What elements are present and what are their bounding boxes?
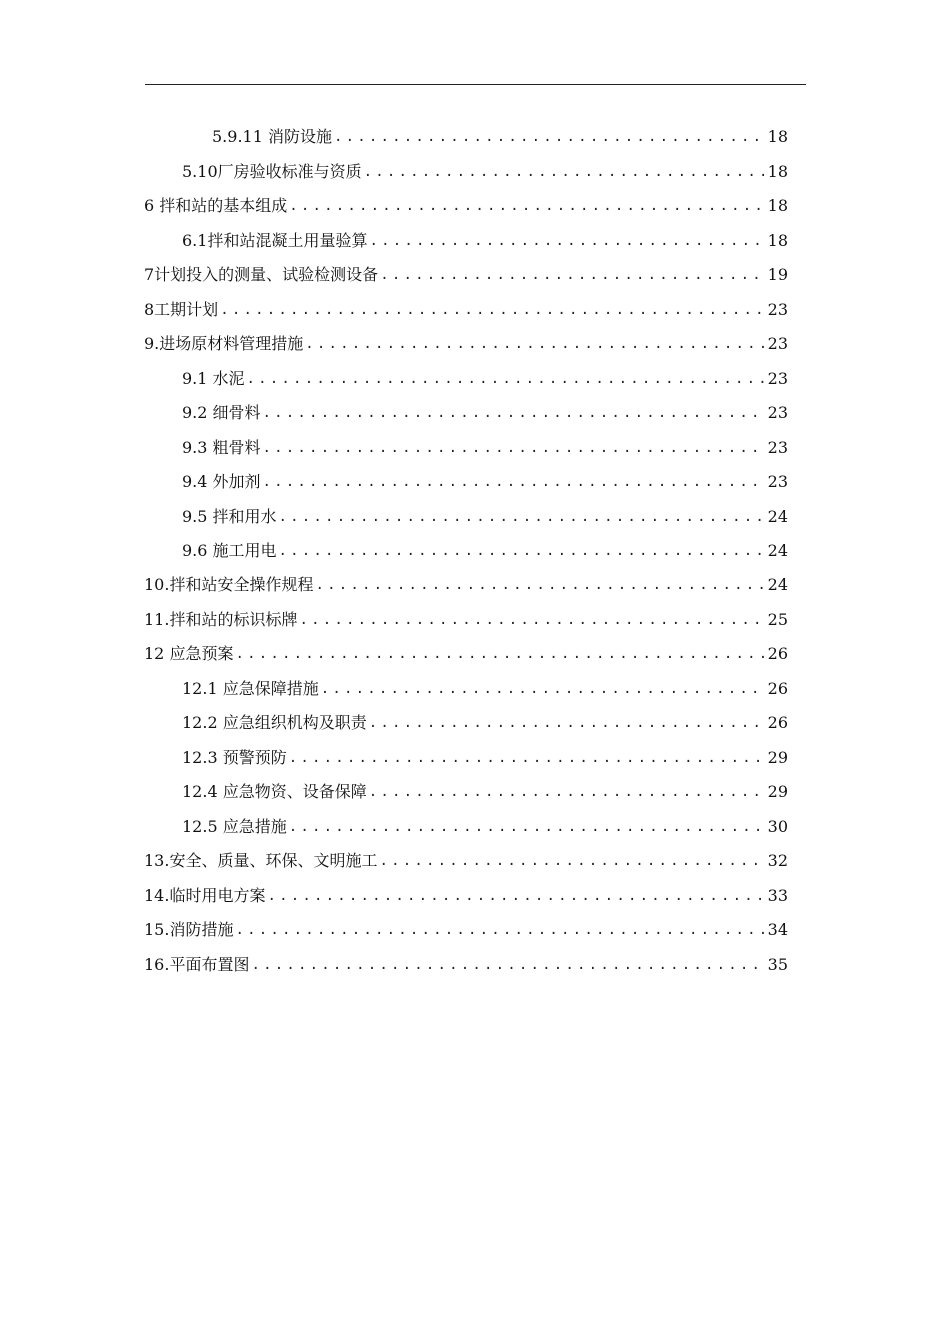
toc-entry-label: 12.2 应急组织机构及职责 (182, 713, 367, 732)
toc-leader-dots (279, 502, 764, 532)
toc-leader-dots (334, 122, 764, 152)
toc-entry-label: 8工期计划 (144, 300, 219, 319)
toc-entry-page: 23 (767, 438, 788, 457)
toc-entry-label: 5.9.11 消防设施 (212, 127, 332, 146)
toc-leader-dots (263, 433, 764, 463)
toc-leader-dots (315, 570, 764, 600)
toc-entry[interactable] (182, 536, 788, 566)
toc-entry[interactable] (182, 364, 788, 394)
toc-entry[interactable] (144, 191, 788, 221)
toc-entry[interactable] (182, 777, 788, 807)
toc-entry-label: 12.1 应急保障措施 (182, 679, 319, 698)
toc-entry[interactable] (144, 570, 788, 600)
toc-entry-page: 34 (767, 920, 788, 939)
toc-entry[interactable] (212, 122, 788, 152)
toc-entry[interactable] (182, 674, 788, 704)
toc-entry-label: 11.拌和站的标识标牌 (144, 610, 298, 629)
toc-leader-dots (263, 467, 764, 497)
toc-leader-dots (369, 777, 764, 807)
toc-entry-label: 9.进场原材料管理措施 (144, 334, 304, 353)
toc-entry[interactable] (182, 708, 788, 738)
toc-entry-page: 24 (767, 541, 788, 560)
toc-entry-label: 9.1 水泥 (182, 369, 245, 388)
toc-entry-page: 23 (767, 334, 788, 353)
toc-entry[interactable] (182, 398, 788, 428)
toc-entry[interactable] (144, 881, 788, 911)
toc-entry-page: 26 (767, 679, 788, 698)
toc-entry[interactable] (182, 502, 788, 532)
toc-entry[interactable] (144, 950, 788, 980)
toc-entry[interactable] (144, 295, 788, 325)
header-rule (145, 84, 806, 85)
toc-entry-page: 26 (767, 644, 788, 663)
toc-entry-label: 15.消防措施 (144, 920, 234, 939)
toc-entry[interactable] (144, 329, 788, 359)
toc-entry-page: 32 (767, 851, 788, 870)
toc-leader-dots (369, 708, 764, 738)
toc-entry-label: 10.拌和站安全操作规程 (144, 575, 314, 594)
toc-entry-label: 9.4 外加剂 (182, 472, 261, 491)
toc-entry-page: 19 (767, 265, 788, 284)
toc-entry-page: 18 (767, 196, 788, 215)
toc-entry-label: 6 拌和站的基本组成 (144, 196, 288, 215)
toc-entry-label: 9.3 粗骨料 (182, 438, 261, 457)
toc-entry[interactable] (144, 846, 788, 876)
toc-entry[interactable] (144, 915, 788, 945)
toc-entry[interactable] (182, 226, 788, 256)
toc-leader-dots (289, 812, 764, 842)
toc-entry[interactable] (182, 433, 788, 463)
toc-leader-dots (235, 915, 764, 945)
toc-leader-dots (379, 846, 764, 876)
toc-entry-label: 12.5 应急措施 (182, 817, 287, 836)
toc-entry-page: 29 (767, 782, 788, 801)
toc-entry-page: 23 (767, 472, 788, 491)
toc-entry-page: 23 (767, 300, 788, 319)
toc-entry-page: 18 (767, 231, 788, 250)
toc-leader-dots (289, 191, 764, 221)
toc-entry-label: 6.1拌和站混凝土用量验算 (182, 231, 368, 250)
toc-entry-label: 9.6 施工用电 (182, 541, 277, 560)
toc-entry-label: 7计划投入的测量、试验检测设备 (144, 265, 379, 284)
toc-entry-page: 25 (767, 610, 788, 629)
toc-entry-label: 16.平面布置图 (144, 955, 250, 974)
toc-entry-page: 23 (767, 403, 788, 422)
toc-leader-dots (380, 260, 764, 290)
toc-entry-label: 14.临时用电方案 (144, 886, 266, 905)
toc-leader-dots (247, 364, 764, 394)
toc-leader-dots (369, 226, 764, 256)
toc-entry-label: 9.2 细骨料 (182, 403, 261, 422)
toc-entry[interactable] (144, 639, 788, 669)
toc-entry-page: 33 (767, 886, 788, 905)
toc-entry[interactable] (182, 157, 788, 187)
toc-entry-page: 18 (767, 162, 788, 181)
toc-leader-dots (299, 605, 764, 635)
toc-entry-page: 26 (767, 713, 788, 732)
toc-entry[interactable] (182, 812, 788, 842)
toc-entry-label: 12.3 预警预防 (182, 748, 287, 767)
toc-entry[interactable] (182, 743, 788, 773)
toc-entry[interactable] (144, 260, 788, 290)
toc-leader-dots (305, 329, 764, 359)
toc-entry-page: 23 (767, 369, 788, 388)
toc-leader-dots (235, 639, 764, 669)
toc-leader-dots (279, 536, 764, 566)
toc-entry-page: 24 (767, 507, 788, 526)
toc-entry-label: 12.4 应急物资、设备保障 (182, 782, 367, 801)
toc-entry[interactable] (144, 605, 788, 635)
toc-leader-dots (289, 743, 764, 773)
toc-leader-dots (263, 398, 764, 428)
toc-entry-label: 13.安全、质量、环保、文明施工 (144, 851, 378, 870)
toc-leader-dots (267, 881, 764, 911)
toc-leader-dots (220, 295, 764, 325)
toc-entry-page: 30 (767, 817, 788, 836)
toc-leader-dots (364, 157, 764, 187)
toc-entry-page: 35 (767, 955, 788, 974)
toc-entry-label: 9.5 拌和用水 (182, 507, 277, 526)
toc-leader-dots (251, 950, 764, 980)
toc-entry-page: 29 (767, 748, 788, 767)
toc-entry[interactable] (182, 467, 788, 497)
toc-leader-dots (321, 674, 764, 704)
toc-entry-label: 12 应急预案 (144, 644, 234, 663)
toc-entry-page: 24 (767, 575, 788, 594)
toc-entry-page: 18 (767, 127, 788, 146)
toc-entry-label: 5.10厂房验收标准与资质 (182, 162, 362, 181)
